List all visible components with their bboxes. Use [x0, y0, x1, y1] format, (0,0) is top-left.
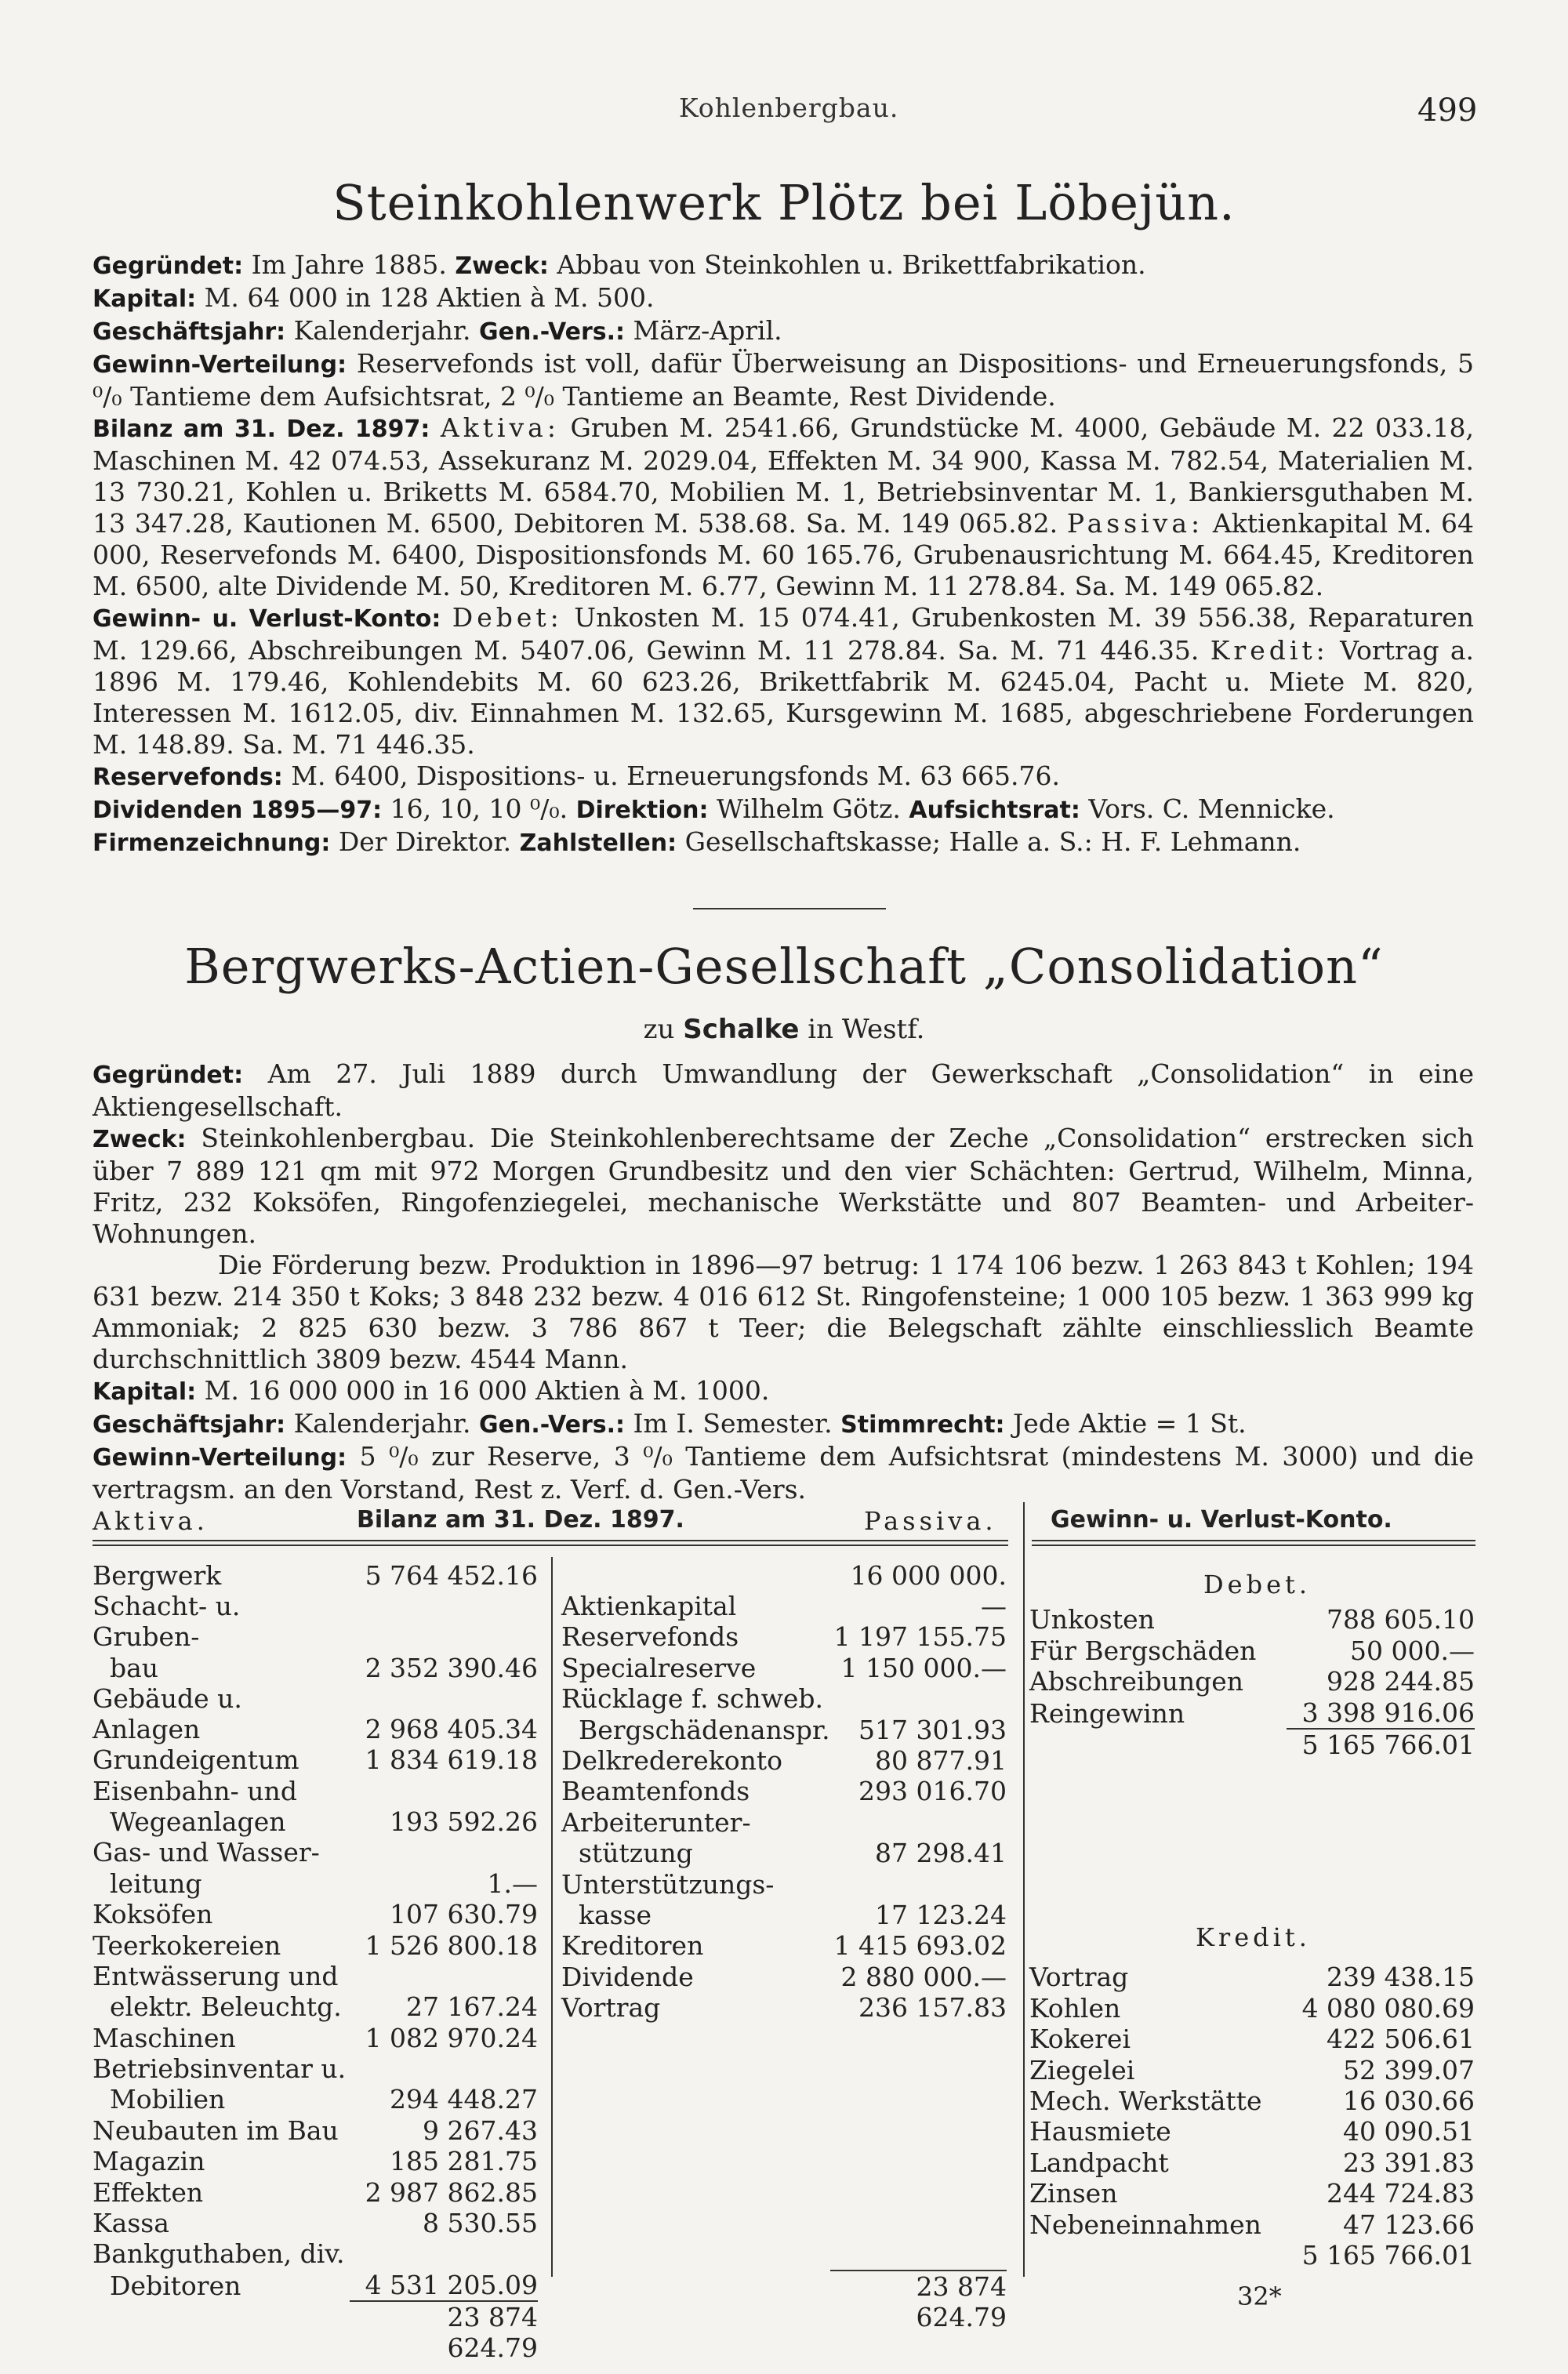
sheet-signature: 32* [1237, 2281, 1282, 2311]
row-label: Hausmiete [1029, 2116, 1171, 2147]
column-divider [551, 1557, 553, 2277]
table-row [93, 1652, 538, 1682]
table-row [93, 1775, 538, 1806]
row-amount [830, 1868, 1007, 1899]
row-amount: 4 531 205.09 [350, 2269, 538, 2300]
row-label: Abschreibungen [1029, 1666, 1244, 1697]
row-label: stützung [579, 1838, 693, 1869]
row-label: Kohlen [1029, 1992, 1121, 2024]
row-label: Koksöfen [93, 1899, 213, 1930]
subtitle-text: in Westf. [808, 1014, 925, 1045]
row-amount: 422 506.61 [1327, 2024, 1475, 2055]
table-row [561, 1560, 1007, 1621]
text: Aktienkapital M. 64 000, Reservefonds M. 6400, Dispositionsfonds M. 60 165.76, Grubenausrichtung M. 664.45, Kreditoren M. 6500, alte Dividende M. 50, Kreditoren M. 6.77, Gewinn M. 11 278.84. Sa. M. 149 065.82. [93, 508, 1474, 601]
label: Stimmrecht: [840, 1411, 1005, 1439]
table-row [561, 1652, 1007, 1682]
row-amount: 1 082 970.24 [365, 2022, 538, 2053]
table-row [93, 1683, 538, 1744]
table-row [93, 1899, 538, 1929]
row-label: leitung [110, 1868, 202, 1899]
text: Reservefonds ist voll, dafür Überweisung an Dispositions- und Erneuerungsfonds, 5 ⁰/₀ Tantieme dem Aufsichtsrat, 2 ⁰/₀ Tantieme an Beamte, Rest Dividende. [93, 348, 1474, 412]
label: Debet: [452, 602, 563, 633]
spacer-row [561, 2085, 1007, 2115]
row-amount: 293 016.70 [858, 1776, 1007, 1807]
row-amount: 788 605.10 [1327, 1604, 1475, 1635]
table-row [93, 1806, 538, 1837]
row-label: Beamtenfonds [561, 1776, 750, 1807]
row-label: Magazin [93, 2146, 205, 2177]
row-amount: 244 724.83 [1327, 2178, 1475, 2209]
text: Gruben M. 2541.66, Grundstücke M. 4000, Gebäude M. 22 033.18, Maschinen M. 42 074.53, Assekuranz M. 2029.04, Effekten M. 34 900, Kassa M. 782.54, Materialien M. 13 730.21, Kohlen u. Briketts M. 6584.70, Mobilien M. 1, Betriebsinventar M. 1, Bankiersguthaben M. 13 347.28, Kautionen M. 6500, Debitoren M. 538.68. Sa. M. 149 065.82. [93, 412, 1474, 539]
table-row [561, 1992, 1007, 2023]
row-label: Kassa [93, 2208, 169, 2239]
row-label: Wegeanlagen [110, 1806, 286, 1837]
total-row [93, 2301, 538, 2363]
row-amount: 2 968 405.34 [365, 1713, 538, 1744]
row-label: Specialreserve [561, 1652, 757, 1683]
row-amount: 928 244.85 [1327, 1666, 1475, 1697]
row-amount: 236 157.83 [858, 1992, 1007, 2024]
row-amount [350, 2238, 538, 2269]
row-label: Bankguthaben, div. [93, 2238, 345, 2270]
label: Gegründet: [93, 1062, 244, 1089]
table-row [93, 2269, 538, 2300]
table-row [1029, 1697, 1475, 1728]
text: Im Jahre 1885. [251, 249, 447, 280]
kredit-heading: Kredit. [1196, 1922, 1311, 1952]
row-amount: 17 123.24 [875, 1899, 1007, 1930]
spacer-row [561, 2208, 1007, 2238]
label: Gegründet: [93, 252, 244, 280]
table-row [1029, 1962, 1475, 1992]
kredit-table [1029, 1962, 1475, 2271]
row-amount [350, 1775, 538, 1806]
text: Jede Aktie = 1 St. [1013, 1408, 1247, 1439]
row-label: Delkrederekonto [561, 1744, 783, 1776]
row-amount: 23 391.83 [1343, 2147, 1475, 2178]
label: Aktiva: [440, 412, 560, 443]
row-label: Zinsen [1029, 2178, 1118, 2209]
row-label: elektr. Beleuchtg. [110, 1991, 342, 2023]
label: Gen.-Vers.: [479, 318, 626, 346]
row-label: Teerkokereien [93, 1929, 281, 1961]
row-amount: 2 880 000.— [840, 1961, 1007, 1992]
text: Kalenderjahr. [293, 1408, 471, 1439]
row-label: kasse [579, 1899, 652, 1930]
subtitle-text: zu [643, 1014, 675, 1045]
text: Steinkohlenbergbau. Die Steinkohlenberechtsame der Zeche „Consolidation“ erstrecken sich über 7 889 121 qm mit 972 Morgen Grundbesitz und den vier Schächten: Gertrud, Wilhelm, Minna, Fritz, 232 Koksöfen, Ringofenziegelei, mechanische Werkstätte und 807 Beamten- und Arbeiter-Wohnungen. [93, 1123, 1474, 1249]
table-row [93, 2084, 538, 2114]
row-label: Gebäude u. Anlagen [93, 1682, 242, 1744]
row-amount: 1 197 155.75 [833, 1621, 1007, 1653]
row-amount: 193 592.26 [390, 1806, 538, 1837]
label: Reservefonds: [93, 764, 283, 791]
column-divider [1023, 1502, 1025, 2277]
table-row [93, 2208, 538, 2238]
text: Wilhelm Götz. [716, 793, 901, 824]
text: M. 64 000 in 128 Aktien à M. 500. [204, 282, 655, 313]
total-row [561, 2271, 1007, 2332]
table-row [561, 1868, 1007, 1899]
label: Passiva: [1066, 508, 1204, 539]
text: März-April. [633, 315, 782, 346]
row-amount [350, 1837, 538, 1868]
aktiva-table [93, 1560, 538, 2363]
text: Kalenderjahr. [293, 315, 471, 346]
table-row [561, 1900, 1007, 1930]
row-amount: 107 630.79 [390, 1899, 538, 1930]
table-row [1029, 2085, 1475, 2116]
table-row [561, 1806, 1007, 1837]
row-amount: 1 415 693.02 [833, 1930, 1007, 1962]
row-label: Entwässerung und [93, 1960, 339, 1991]
row-amount: 1 150 000.— [840, 1652, 1007, 1683]
total-row [1029, 2240, 1475, 2271]
row-label: Aktienkapital [561, 1591, 737, 1621]
label: Aufsichtsrat: [909, 797, 1080, 824]
row-label: Bergwerk [93, 1560, 222, 1592]
company1-block [93, 249, 1474, 859]
total-amount: 5 165 766.01 [1301, 2239, 1475, 2271]
spacer-row [561, 2239, 1007, 2271]
table-row [561, 1714, 1007, 1744]
text: Unkosten M. 15 074.41, Grubenkosten M. 39 556.38, Reparaturen M. 129.66, Abschreibungen M. 5407.06, Gewinn M. 11 278.84. Sa. M. 71 446.35. [93, 602, 1474, 666]
label: Zweck: [455, 252, 549, 280]
table-row [93, 2053, 538, 2084]
table-row [93, 1961, 538, 1991]
company2-subtitle [0, 1014, 1568, 1045]
row-amount: 40 090.51 [1343, 2116, 1475, 2147]
row-label: Unterstützungs- [561, 1868, 775, 1900]
row-amount [830, 1683, 1007, 1714]
label: Dividenden 1895—97: [93, 797, 383, 824]
row-amount: 9 267.43 [423, 2114, 538, 2146]
table-row [93, 2114, 538, 2145]
row-amount: 1 834 619.18 [365, 1744, 538, 1776]
row-amount: 3 398 916.06 [1287, 1697, 1475, 1728]
text: Gesellschaftskasse; Halle a. S.: H. F. Lehmann. [684, 826, 1301, 857]
row-amount: 4 080 080.69 [1301, 1992, 1475, 2024]
row-amount: 2 987 862.85 [365, 2176, 538, 2208]
table-row [93, 1560, 538, 1591]
row-amount: 87 298.41 [875, 1838, 1007, 1869]
table-row [93, 1929, 538, 1960]
row-amount [350, 1961, 538, 1991]
label: Direktion: [575, 797, 709, 824]
table-row [1029, 1635, 1475, 1665]
text: M. 6400, Dispositions- u. Erneuerungsfonds M. 63 665.76. [291, 760, 1060, 791]
debet-table [1029, 1604, 1475, 1760]
table-row [93, 2146, 538, 2176]
row-label: Vortrag [561, 1992, 661, 2024]
text: M. 16 000 000 in 16 000 Aktien à M. 1000. [204, 1375, 770, 1406]
total-row [1029, 1729, 1475, 1760]
row-amount: 1 526 800.18 [365, 1929, 538, 1961]
table-row [561, 1683, 1007, 1714]
company2-title: Bergwerks-Actien-Gesellschaft „Consolidation“ [184, 938, 1384, 995]
label: Kapital: [93, 1378, 197, 1406]
row-amount [350, 2053, 538, 2084]
row-amount: 185 281.75 [390, 2146, 538, 2177]
row-amount: 1.— [487, 1868, 538, 1899]
row-label: Reingewinn [1029, 1697, 1185, 1729]
table-row [93, 1591, 538, 1652]
row-amount: 52 399.07 [1343, 2054, 1475, 2085]
balance-top-rule [93, 1545, 1008, 1546]
company2-block [93, 1058, 1474, 1505]
row-label: Neubauten im Bau [93, 2114, 339, 2146]
table-row [93, 2022, 538, 2053]
row-label: Unkosten [1029, 1604, 1155, 1635]
row-label: Reservefonds [561, 1621, 739, 1653]
row-amount [830, 1806, 1007, 1837]
row-label: Gas- und Wasser- [93, 1837, 320, 1868]
row-label: Betriebsinventar u. [93, 2053, 347, 2085]
row-label: Rücklage f. schweb. [561, 1683, 824, 1715]
row-label: Effekten [93, 2176, 204, 2208]
row-label: Ziegelei [1029, 2054, 1135, 2085]
table-row [1029, 1604, 1475, 1635]
table-row [561, 1838, 1007, 1868]
label: Gen.-Vers.: [479, 1411, 626, 1439]
label: Kapital: [93, 285, 197, 313]
row-label: Mobilien [110, 2084, 226, 2115]
table-row [561, 1776, 1007, 1806]
spacer-row [561, 2115, 1007, 2146]
label: Zahlstellen: [519, 829, 677, 857]
label: Geschäftsjahr: [93, 318, 286, 346]
table-row [1029, 2116, 1475, 2147]
row-amount: 2 352 390.46 [365, 1652, 538, 1683]
row-amount: 27 167.24 [406, 1991, 538, 2023]
company1-title: Steinkohlenwerk Plötz bei Löbejün. [332, 174, 1236, 231]
row-label: Arbeiterunter- [561, 1806, 751, 1838]
label: Kredit: [1210, 635, 1329, 666]
total-amount: 23 874 624.79 [447, 2301, 538, 2363]
production-paragraph: Die Förderung bezw. Produktion in 1896—97 betrug: 1 174 106 bezw. 1 263 843 t Kohlen; 194 631 bezw. 214 350 t Koks; 3 848 232 bezw. 4 016 612 St. Ringofensteine; 1 000 105 bezw. 1 363 999 kg Ammoniak; 2 825 630 bezw. 3 786 867 t Teer; die Belegschaft zählte einschliesslich Beamte durchschnittlich 3809 bezw. 4544 Mann. [93, 1250, 1474, 1374]
balance-heading: Bilanz am 31. Dez. 1897. [357, 1506, 684, 1534]
text: Vors. C. Mennicke. [1088, 793, 1335, 824]
table-row [561, 1961, 1007, 1991]
row-amount: 16 000 000.— [850, 1560, 1007, 1621]
row-label: Dividende [561, 1961, 694, 1992]
passiva-table [561, 1560, 1007, 2332]
passiva-heading: Passiva. [864, 1506, 997, 1536]
label: Gewinn- u. Verlust-Konto: [93, 605, 441, 633]
spacer-row [561, 2023, 1007, 2053]
row-amount: 47 123.66 [1343, 2209, 1475, 2240]
row-label: Kreditoren [561, 1930, 704, 1962]
table-row [1029, 2209, 1475, 2239]
total-amount: 5 165 766.01 [1301, 1729, 1475, 1760]
text: 16, 10, 10 ⁰/₀. [390, 793, 568, 824]
running-title: Kohlenbergbau. [679, 93, 899, 123]
row-label: Maschinen [93, 2022, 236, 2053]
row-amount: 50 000.— [1350, 1635, 1475, 1666]
row-label: bau [110, 1652, 159, 1683]
row-label: Bergschädenanspr. [579, 1714, 830, 1745]
spacer-row [561, 2177, 1007, 2208]
table-row [561, 1745, 1007, 1776]
table-row [93, 1991, 538, 2022]
table-row [1029, 2147, 1475, 2177]
table-row [93, 1868, 538, 1898]
table-row [561, 1621, 1007, 1652]
row-amount: 5 764 452.16 [365, 1560, 538, 1592]
row-label: Debitoren [110, 2270, 241, 2301]
label: Bilanz am 31. Dez. 1897: [93, 416, 430, 443]
text: Vortrag a. 1896 M. 179.46, Kohlendebits M. 60 623.26, Brikettfabrik M. 6245.04, Pacht u. Miete M. 820, Interessen M. 1612.05, div. Einnahmen M. 132.65, Kursgewinn M. 1685, abgeschriebene Forderungen M. 148.89. Sa. M. 71 446.35. [93, 635, 1474, 760]
row-label: Eisenbahn- und [93, 1775, 297, 1806]
table-row [1029, 1992, 1475, 2023]
label: Gewinn-Verteilung: [93, 351, 347, 379]
row-label: Vortrag [1029, 1962, 1129, 1993]
row-amount: 16 030.66 [1343, 2085, 1475, 2116]
row-label: Für Bergschäden [1029, 1635, 1257, 1666]
table-row [1029, 2054, 1475, 2085]
guv-heading: Gewinn- u. Verlust-Konto. [1051, 1506, 1392, 1534]
spacer-row [561, 2053, 1007, 2084]
table-row [1029, 2024, 1475, 2054]
table-row [93, 1837, 538, 1868]
row-amount: 517 301.93 [858, 1714, 1007, 1745]
row-amount: 239 438.15 [1327, 1962, 1475, 1993]
text: Der Direktor. [338, 826, 512, 857]
row-label: Grundeigentum [93, 1744, 299, 1776]
table-row [1029, 1666, 1475, 1697]
row-amount: 294 448.27 [390, 2084, 538, 2115]
label: Geschäftsjahr: [93, 1411, 286, 1439]
row-label: Kokerei [1029, 2024, 1131, 2055]
row-amount: 80 877.91 [875, 1744, 1007, 1776]
text: Am 27. Juli 1889 durch Umwandlung der Gewerkschaft „Consolidation“ in eine Aktiengesellschaft. [93, 1058, 1474, 1122]
section-divider [693, 908, 886, 909]
row-amount [350, 1591, 538, 1652]
guv-top-rule [1032, 1540, 1475, 1541]
table-row [561, 1930, 1007, 1961]
table-row [93, 1744, 538, 1775]
row-label: Mech. Werkstätte [1029, 2085, 1262, 2116]
text: 5 ⁰/₀ zur Reserve, 3 ⁰/₀ Tantieme dem Aufsichtsrat (mindestens M. 3000) und die vertragsm. an den Vorstand, Rest z. Verf. d. Gen.-Vers. [93, 1441, 1475, 1505]
text: Abbau von Steinkohlen u. Brikettfabrikation. [557, 249, 1146, 280]
label: Zweck: [93, 1126, 187, 1153]
aktiva-heading: Aktiva. [93, 1506, 209, 1536]
row-label: Nebeneinnahmen [1029, 2209, 1261, 2240]
table-row [1029, 2178, 1475, 2209]
debet-heading: Debet. [1203, 1570, 1312, 1599]
guv-top-rule [1032, 1545, 1475, 1546]
page-number: 499 [1417, 93, 1478, 129]
label: Firmenzeichnung: [93, 829, 331, 857]
row-label: Schacht- u. Gruben- [93, 1591, 241, 1653]
spacer-row [561, 2147, 1007, 2177]
subtitle-place: Schalke [683, 1014, 800, 1045]
label: Gewinn-Verteilung: [93, 1444, 347, 1472]
balance-top-rule [93, 1540, 1008, 1541]
text: Im I. Semester. [633, 1408, 833, 1439]
row-amount: 8 530.55 [423, 2208, 538, 2239]
table-row [93, 2176, 538, 2207]
row-label: Landpacht [1029, 2147, 1169, 2178]
table-row [93, 2238, 538, 2269]
total-amount: 23 874 624.79 [830, 2271, 1007, 2332]
